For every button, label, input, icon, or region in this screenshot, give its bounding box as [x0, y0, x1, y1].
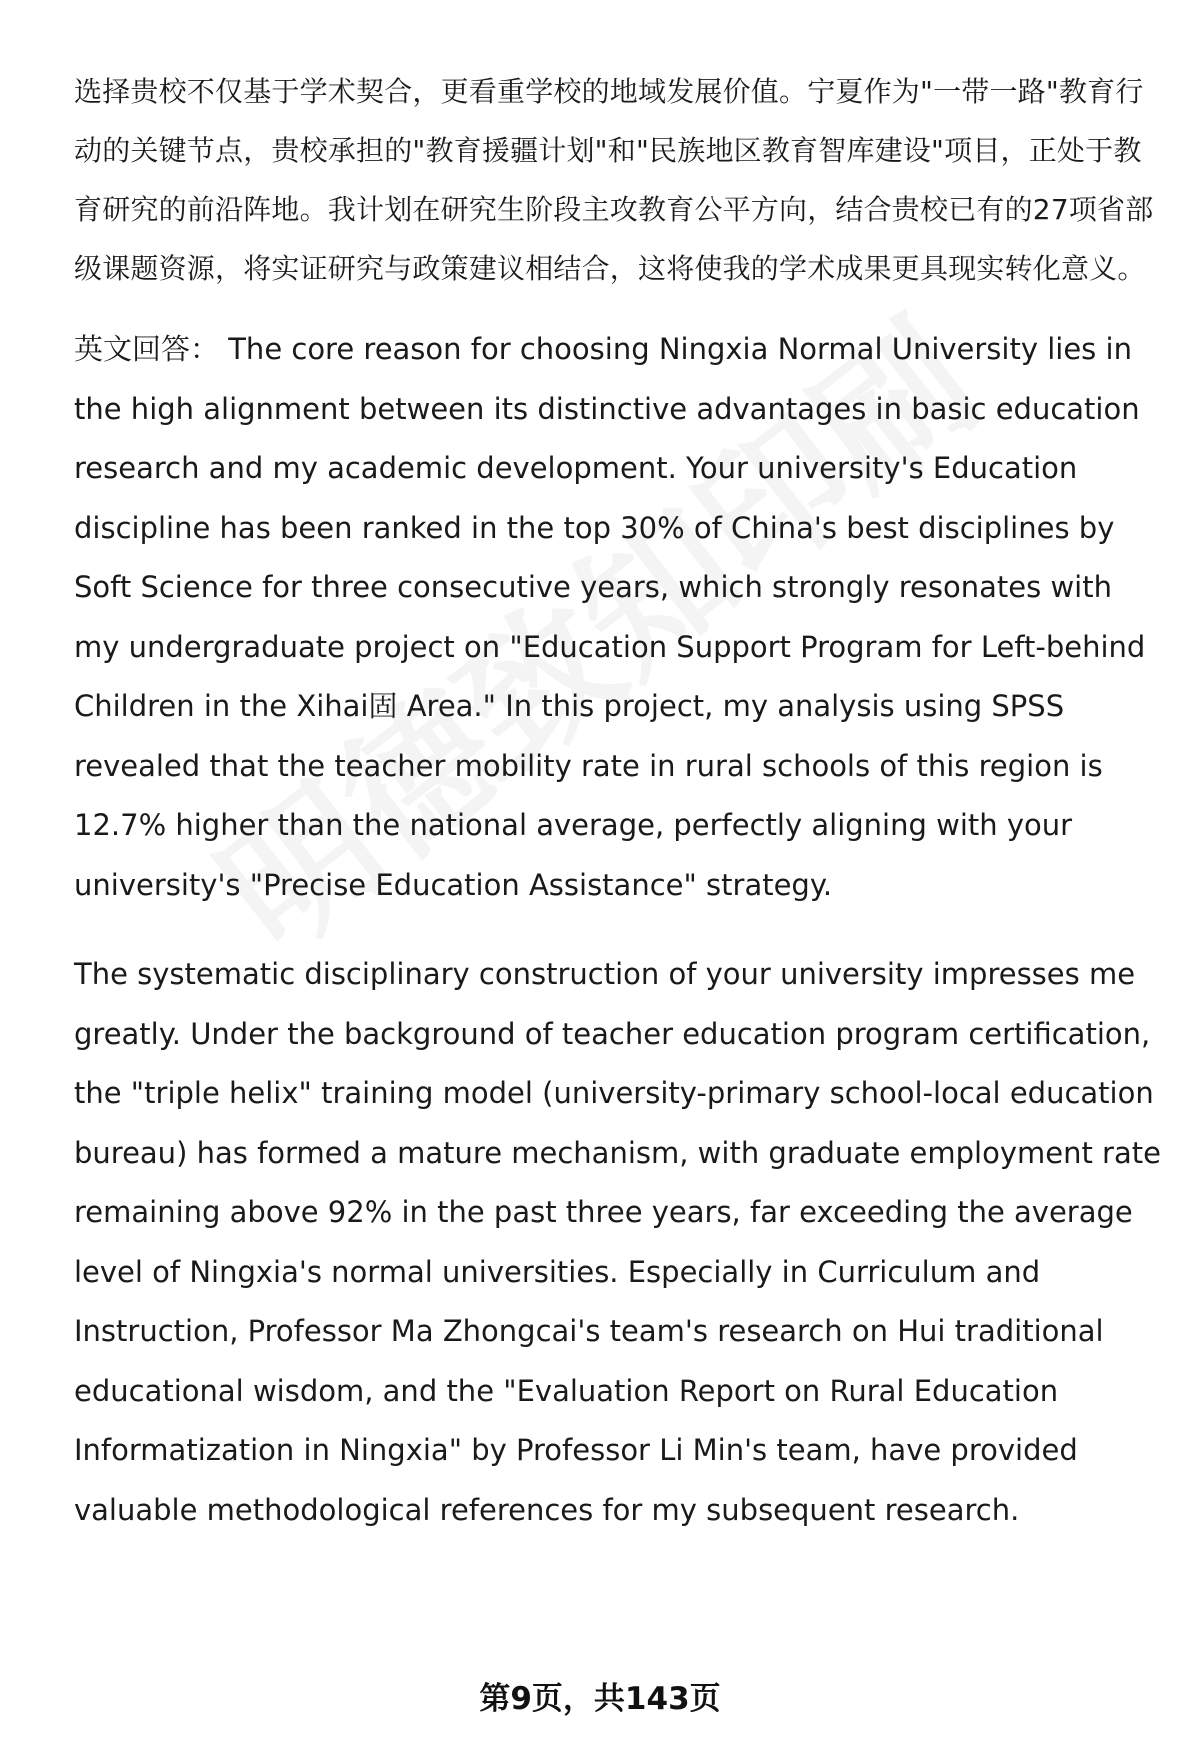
- document-body: [74, 62, 1164, 1540]
- paragraph-english-answer: 英文回答： The core reason for choosing Ningxia Normal University lies in the high alignment between its distinctive advantages in basic education research and my academic development. Your university's Education discipline has been ranked in the top 30% of China's best disciplines by Soft Science for three consecutive years, which strongly resonates with my undergraduate project on "Education Support Program for Left-behind Children in the Xihai固 Area." In this project, my analysis using SPSS revealed that the teacher mobility rate in rural schools of this region is 12.7% higher than the national average, perfectly aligning with your university's "Precise Education Assistance" strategy.: [74, 332, 1146, 902]
- paragraph-discipline-construction: The systematic disciplinary construction of your university impresses me greatly. Under the background of teacher education program certification, the "triple helix" training model (university-primary school-local education bureau) has formed a mature mechanism, with graduate employment rate remaining above 92% in the past three years, far exceeding the average level of Ningxia's normal universities. Especially in Curriculum and Instruction, Professor Ma Zhongcai's team's research on Hui traditional educational wisdom, and the "Evaluation Report on Rural Education Informatization in Ningxia" by Professor Li Min's team, have provided valuable methodological references for my subsequent research.: [74, 957, 1161, 1527]
- paragraph-chinese-answer: 选择贵校不仅基于学术契合，更看重学校的地域发展价值。宁夏作为"一带一路"教育行动的关键节点，贵校承担的"教育援疆计划"和"民族地区教育智库建设"项目，正处于教育研究的前沿阵地。我计划在研究生阶段主攻教育公平方向，结合贵校已有的27项省部级课题资源，将实证研究与政策建议相结合，这将使我的学术成果更具现实转化意义。: [74, 75, 1154, 285]
- page-number: 第9页，共143页: [479, 1681, 721, 1717]
